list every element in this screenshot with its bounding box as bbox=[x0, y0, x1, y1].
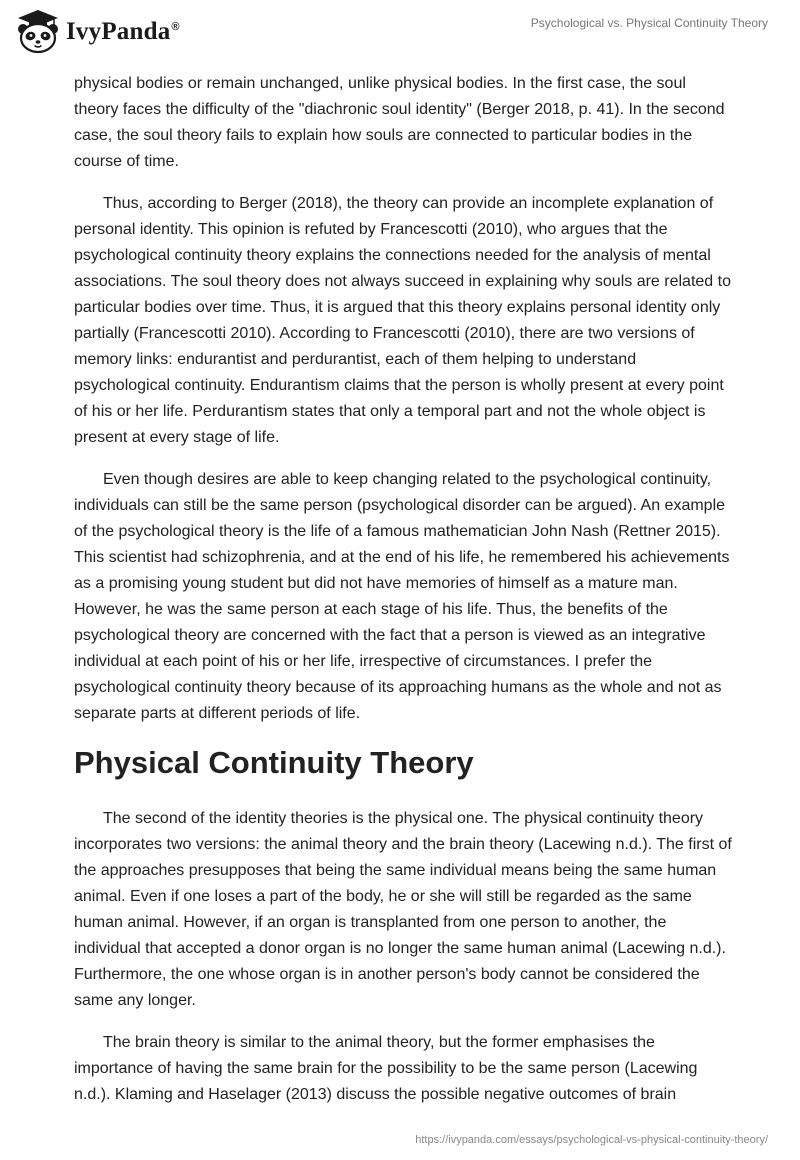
paragraph: The second of the identity theories is the physical one. The physical continuity theory incorporates two versions: the animal theory and the brain theory (Lacewing n.d.). The first of the approaches presupposes that being the same individual means being the same human animal. Even if one loses a part of the body, he or she will still be regarded as the same human animal. However, if an organ is transplanted from one person to another, the individual that accepted a donor organ is no longer the same human animal (Lacewing n.d.). Furthermore, the one whose organ is in another person's body cannot be considered the same any longer. bbox=[74, 810, 732, 1009]
registered-mark: ® bbox=[171, 20, 180, 33]
essay-body bbox=[74, 71, 734, 1124]
panda-graduate-icon bbox=[16, 8, 60, 54]
source-url[interactable]: https://ivypanda.com/essays/psychological-vs-physical-continuity-theory/ bbox=[415, 1134, 768, 1146]
section-heading: Physical Continuity Theory bbox=[74, 745, 474, 780]
page-header bbox=[0, 0, 800, 60]
paragraph: The brain theory is similar to the animal theory, but the former emphasises the importance of having the same brain for the possibility to be the same person (Lacewing n.d.). Klaming and Haselager (2013) discuss the possible negative outcomes of brain bbox=[74, 1034, 698, 1103]
document-title: Psychological vs. Physical Continuity Theory bbox=[530, 16, 768, 30]
ivypanda-logo[interactable] bbox=[16, 8, 180, 54]
paragraph: physical bodies or remain unchanged, unlike physical bodies. In the first case, the soul theory faces the difficulty of the "diachronic soul identity" (Berger 2018, p. 41). In the second case, the soul theory fails to explain how souls are connected to particular bodies in the course of time. bbox=[74, 75, 725, 170]
paragraph: Even though desires are able to keep changing related to the psychological continuity, individuals can still be the same person (psychological disorder can be argued). An example of the psychological theory is the life of a famous mathematician John Nash (Rettner 2015). This scientist had schizophrenia, and at the end of his life, he remembered his achievements as a promising young student but did not have memories of himself as a mature man. However, he was the same person at each stage of his life. Thus, the benefits of the psychological theory are concerned with the fact that a person is viewed as an integrative individual at each point of his or her life, irrespective of circumstances. I prefer the psychological continuity theory because of its approaching humans as the whole and not as separate parts at different periods of life. bbox=[74, 471, 730, 722]
paragraph: Thus, according to Berger (2018), the theory can provide an incomplete explanation of personal identity. This opinion is refuted by Francescotti (2010), who argues that the psychological continuity theory explains the connections needed for the analysis of mental associations. The soul theory does not always succeed in explaining why souls are related to particular bodies over time. Thus, it is argued that this theory explains personal identity only partially (Francescotti 2010). According to Francescotti (2010), there are two versions of memory links: endurantist and perdurantist, each of them helping to understand psychological continuity. Endurantism claims that the person is wholly present at every point of his or her life. Perdurantism states that only a temporal part and not the whole object is present at every stage of life. bbox=[74, 195, 731, 446]
brand-name: IvyPanda® bbox=[66, 18, 180, 45]
